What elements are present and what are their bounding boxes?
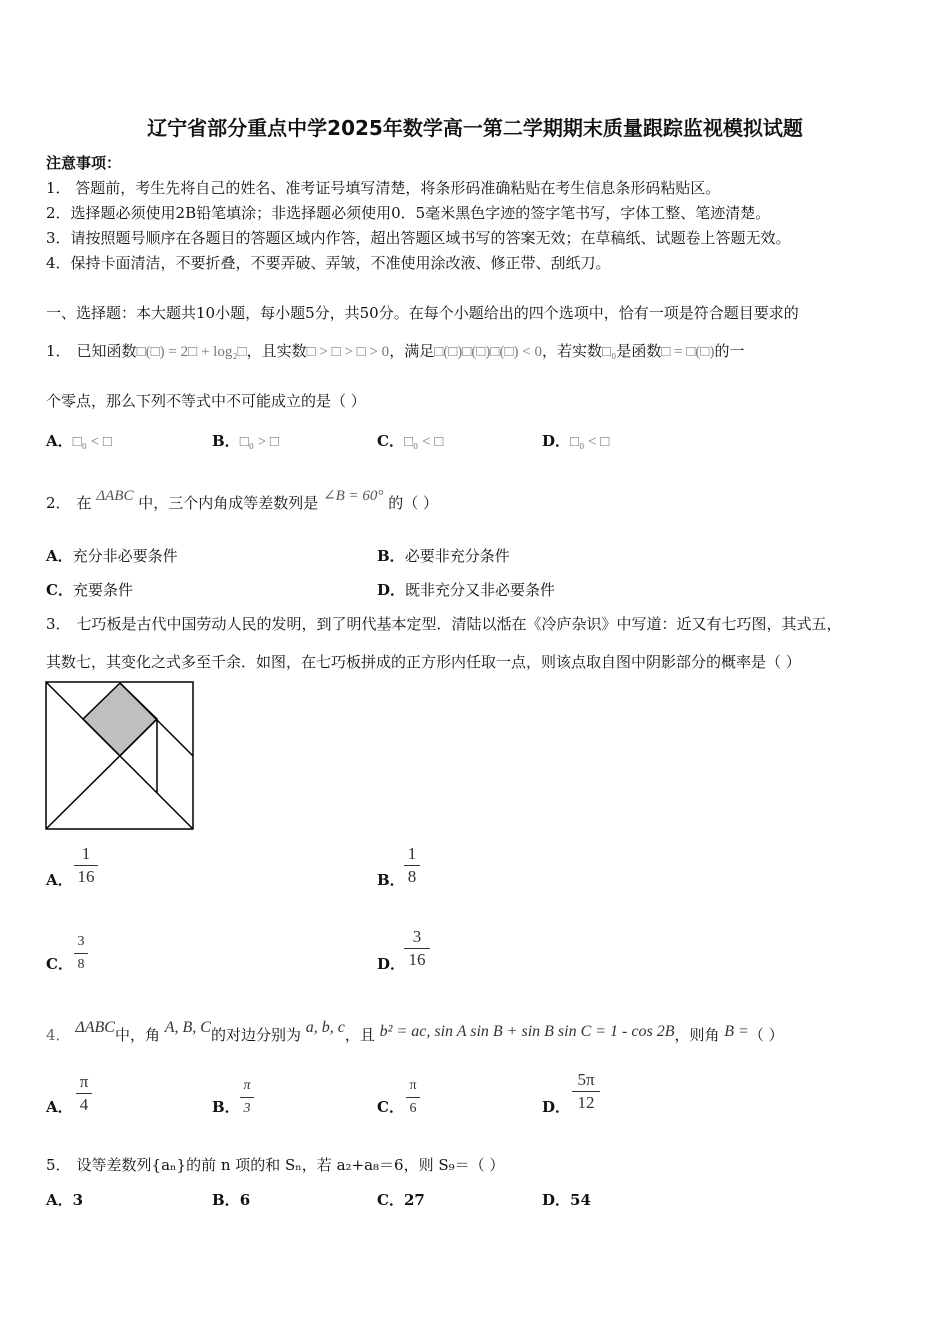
option-math: □₀ < □	[72, 434, 112, 450]
fraction-numerator: π	[79, 1072, 89, 1091]
q4-option-c-label: C．	[377, 1098, 404, 1116]
q4-option-b-label: B．	[212, 1098, 240, 1116]
q5-option-d	[542, 1189, 591, 1210]
option-math: □₀ < □	[570, 434, 610, 450]
math-formula: □₀	[602, 344, 617, 360]
question-text: 的（ ）	[388, 494, 438, 512]
notice-heading: 注意事项：	[46, 154, 122, 172]
notice-item-4: 4．保持卡面清洁，不要折叠，不要弄破、弄皱，不准使用涂改液、修正带、刮纸刀。	[46, 254, 611, 272]
question-text: 中，三个内角成等差数列是	[138, 494, 319, 512]
option-label: A．	[46, 1191, 73, 1209]
math-formula: ΔABC	[96, 488, 134, 504]
section-heading: 一、选择题：本大题共10小题，每小题5分，共50分。在每个小题给出的四个选项中，恰有一项是符合题目要求的	[46, 304, 799, 322]
q4-option-d-fraction	[572, 1070, 600, 1113]
option-label: B．	[212, 432, 240, 450]
fraction-denominator: 16	[408, 950, 426, 969]
q3-option-a-label: A．	[46, 871, 73, 889]
question-3-line-2: 其数七，其变化之式多至千余．如图，在七巧板拼成的正方形内任取一点，则该点取自图中阴影部分的概率是（ ）	[46, 653, 801, 671]
fraction-numerator: 5π	[577, 1070, 595, 1089]
question-text: 七巧板是古代中国劳动人民的发明，到了明代基本定型．清陆以湉在《冷庐杂识》中写道：近又有七巧图，其式五，	[76, 615, 842, 633]
question-text: ，若实数	[542, 342, 603, 360]
option-label: B．	[377, 547, 405, 565]
option-text: 既非充分又非必要条件	[405, 581, 556, 599]
q3-option-d-fraction	[404, 927, 430, 970]
q5-option-b	[212, 1189, 250, 1210]
question-text: ，且实数	[246, 342, 307, 360]
question-number: 2．	[46, 494, 71, 512]
question-text: 中，角	[114, 1026, 160, 1044]
fraction-numerator: 1	[81, 844, 91, 863]
question-text: 是函数	[616, 342, 662, 360]
fraction-numerator: 1	[407, 844, 417, 863]
fraction-numerator: π	[243, 1078, 251, 1093]
question-1-line-2: 个零点，那么下列不等式中不可能成立的是（ ）	[46, 392, 366, 410]
q1-option-d	[542, 430, 609, 451]
question-text: 已知函数	[76, 342, 137, 360]
notice-item-3: 3．请按照题号顺序在各题目的答题区域内作答，超出答题区域书写的答案无效；在草稿纸、试题卷上答题无效。	[46, 229, 791, 247]
option-label: C．	[377, 1191, 404, 1209]
math-formula: □ > □ > □ > 0	[306, 344, 390, 360]
q4-option-a-fraction	[76, 1072, 92, 1115]
fraction-numerator: 3	[412, 927, 422, 946]
shaded-square	[83, 683, 157, 756]
question-text: 在	[76, 494, 92, 512]
math-formula: B =	[724, 1023, 749, 1040]
option-label: A．	[46, 432, 73, 450]
notice-item-1: 1． 答题前，考生先将自己的姓名、准考证号填写清楚，将条形码准确粘贴在考生信息条形码粘贴区。	[46, 179, 721, 197]
q3-option-b-label: B．	[377, 871, 405, 889]
q4-option-d-label: D．	[542, 1098, 571, 1116]
math-formula: b² = ac, sin A sin B + sin B sin C = 1 - cos 2B	[379, 1023, 675, 1040]
question-text: ，且	[344, 1026, 375, 1044]
q3-option-c-fraction	[74, 932, 88, 975]
option-label: C．	[46, 581, 73, 599]
question-text: （ ）	[748, 1026, 784, 1044]
option-label: A．	[46, 547, 73, 565]
fraction-denominator: 3	[243, 1101, 251, 1116]
q1-option-c	[377, 430, 443, 451]
question-text: 的对边分别为	[210, 1026, 301, 1044]
option-value: 54	[570, 1191, 591, 1209]
question-5	[46, 1154, 504, 1175]
math-formula: □(□)□(□)□(□) < 0	[434, 344, 542, 360]
question-number: 1．	[46, 342, 71, 360]
question-number: 4．	[46, 1026, 71, 1044]
option-text: 必要非充分条件	[404, 547, 510, 565]
math-formula: A, B, C	[164, 1019, 211, 1036]
math-formula: □(□) = 2□ + log₂□	[136, 344, 247, 360]
question-text: 的一	[714, 342, 745, 360]
q2-option-b	[377, 545, 510, 566]
math-formula: ΔABC	[75, 1019, 115, 1036]
question-3-line-1	[46, 613, 842, 634]
fraction-denominator: 16	[77, 867, 95, 886]
question-text: 设等差数列{aₙ}的前 n 项的和 Sₙ，若 a₂+a₈＝6，则 S₉＝（ ）	[76, 1156, 505, 1174]
question-number: 5．	[46, 1156, 71, 1174]
q2-option-d	[377, 579, 555, 600]
q4-option-a-label: A．	[46, 1098, 73, 1116]
fraction-denominator: 4	[79, 1095, 89, 1114]
q3-option-b-fraction	[404, 844, 420, 887]
option-math: □₀ > □	[239, 434, 279, 450]
fraction-denominator: 12	[577, 1093, 595, 1112]
option-math: □₀ < □	[403, 434, 444, 450]
fraction-denominator: 8	[407, 867, 417, 886]
question-2	[46, 488, 438, 513]
tangram-figure	[45, 681, 195, 831]
q4-option-c-fraction	[406, 1076, 420, 1119]
fraction-denominator: 6	[409, 1101, 417, 1116]
option-label: C．	[377, 432, 404, 450]
math-formula: □ = □(□)	[661, 344, 715, 360]
question-number: 3．	[46, 615, 71, 633]
option-label: B．	[212, 1191, 240, 1209]
math-formula: ∠B = 60°	[323, 488, 384, 504]
q5-option-c	[377, 1189, 425, 1210]
q2-option-c	[46, 579, 133, 600]
option-value: 3	[72, 1191, 84, 1209]
option-label: D．	[377, 581, 406, 599]
option-value: 27	[403, 1191, 425, 1209]
question-1-line-1	[46, 340, 744, 361]
notice-item-2: 2．选择题必须使用2B铅笔填涂；非选择题必须使用0．5毫米黑色字迹的签字笔书写，字体工整、笔迹清楚。	[46, 204, 771, 222]
option-text: 充分非必要条件	[72, 547, 178, 565]
page-title: 辽宁省部分重点中学2025年数学高一第二学期期末质量跟踪监视模拟试题	[147, 116, 803, 140]
question-text: ，则角	[674, 1026, 720, 1044]
question-text: ，满足	[389, 342, 435, 360]
q3-option-d-label: D．	[377, 955, 406, 973]
fraction-denominator: 8	[77, 957, 85, 972]
q4-option-b-fraction	[240, 1076, 254, 1119]
fraction-numerator: π	[409, 1078, 417, 1093]
option-text: 充要条件	[72, 581, 133, 599]
question-4	[46, 1019, 784, 1045]
math-formula: a, b, c	[305, 1019, 345, 1036]
q2-option-a	[46, 545, 178, 566]
option-label: D．	[542, 1191, 571, 1209]
q1-option-a	[46, 430, 112, 451]
fraction-numerator: 3	[77, 934, 85, 949]
q5-option-a	[46, 1189, 83, 1210]
q1-option-b	[212, 430, 279, 451]
q3-option-a-fraction	[74, 844, 98, 887]
option-value: 6	[239, 1191, 251, 1209]
q3-option-c-label: C．	[46, 955, 73, 973]
option-label: D．	[542, 432, 571, 450]
